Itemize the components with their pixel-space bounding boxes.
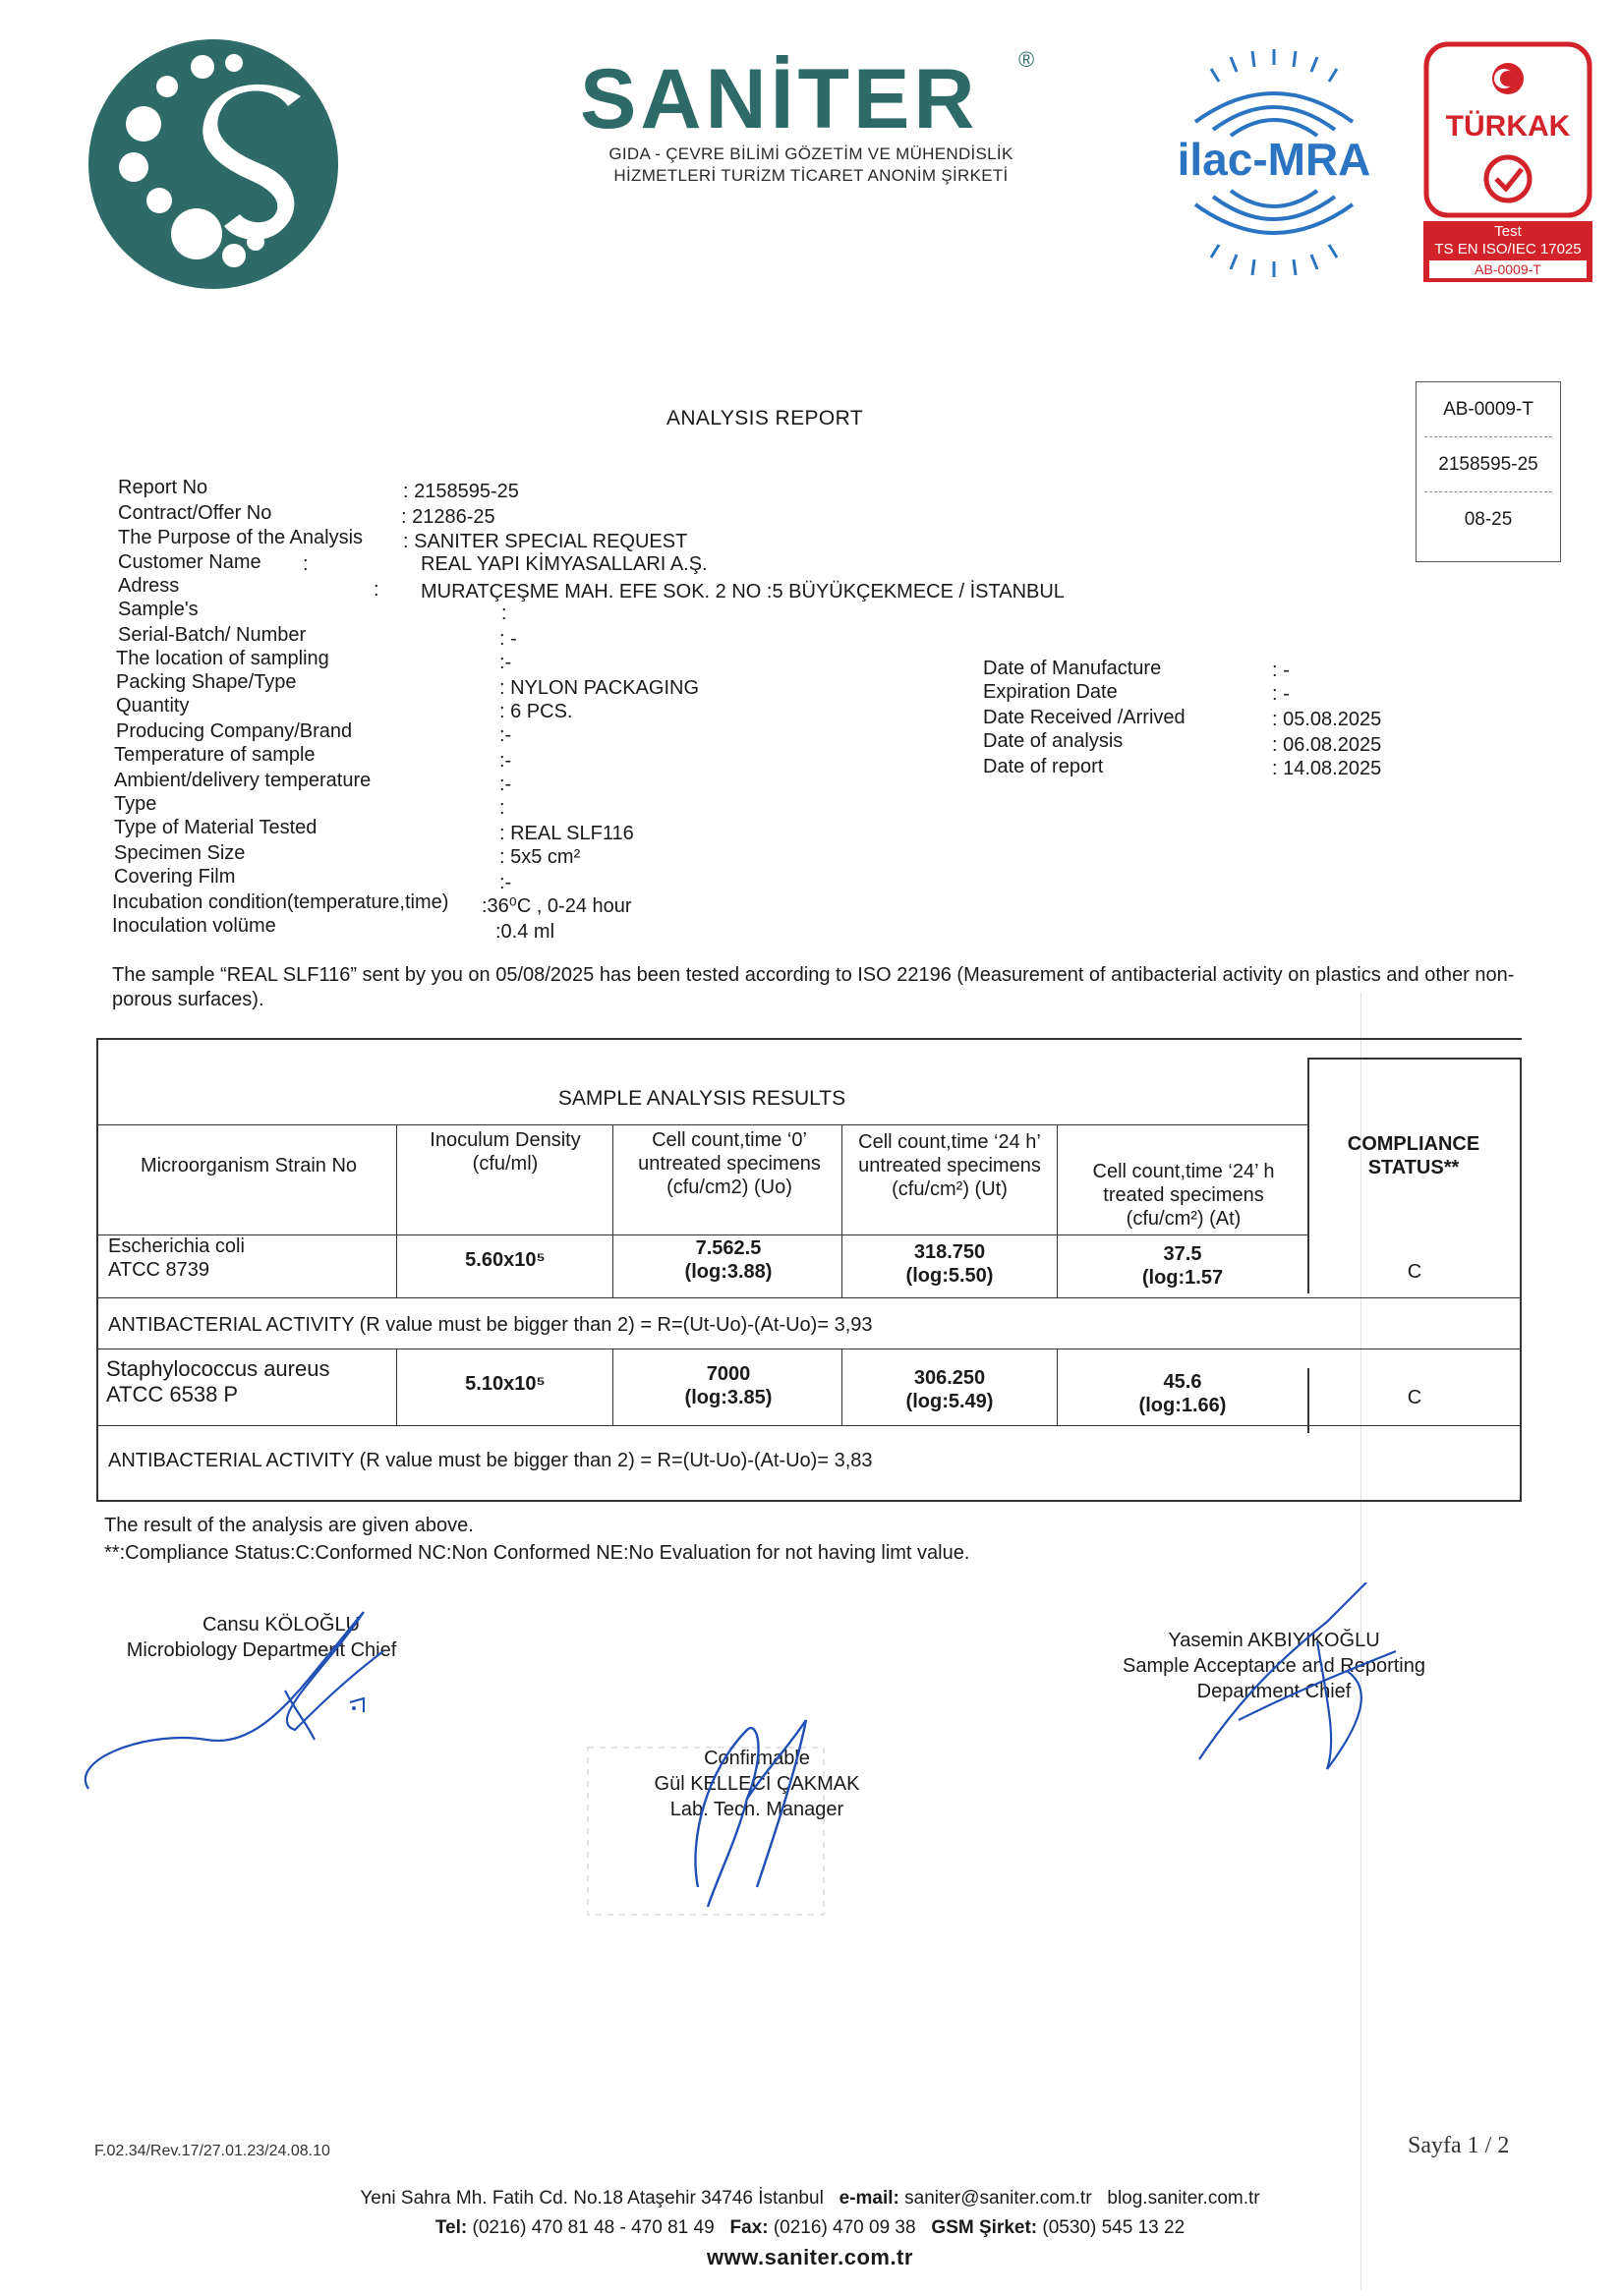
document-title: ANALYSIS REPORT [665, 407, 864, 430]
temperature-value: :- [499, 750, 512, 772]
notes [104, 1512, 969, 1567]
inoculum-value: 5.10x10⁵ [465, 1373, 546, 1395]
right-signer-department: Department Chief [1196, 1681, 1352, 1702]
ut-value [845, 1366, 1054, 1413]
table-row-strain [106, 1356, 395, 1407]
antibacterial-activity: ANTIBACTERIAL ACTIVITY (R value must be bigger than 2) = R=(Ut-Uo)-(At-Uo)= 3,83 [108, 1450, 873, 1471]
at-count: 37.5 [1163, 1243, 1202, 1265]
customer-label: Customer Name [118, 551, 261, 573]
ut-log: (log:5.49) [905, 1391, 994, 1412]
customer-colon: : [303, 553, 309, 575]
at-value [1060, 1242, 1305, 1290]
left-signer-title: Microbiology Department Chief [126, 1639, 397, 1661]
address-label: Adress [118, 575, 180, 597]
received-label: Date Received /Arrived [983, 707, 1186, 728]
at-value [1060, 1370, 1305, 1417]
saniter-logo [87, 37, 340, 291]
notes-line1: The result of the analysis are given above. [104, 1515, 474, 1536]
inoculation-label: Inoculation volüme [112, 915, 276, 937]
footer-fax-label: Fax: [729, 2217, 769, 2238]
report-no-value: : 2158595-25 [403, 481, 519, 502]
strain-name: Staphylococcus aureus [106, 1356, 330, 1381]
ilac-logo-text: ilac-MRA [1177, 134, 1371, 185]
report-date-value: : 14.08.2025 [1272, 758, 1382, 779]
customer-value: REAL YAPI KİMYASALLARI A.Ş. [421, 553, 708, 575]
footer-blog[interactable]: blog.saniter.com.tr [1107, 2188, 1260, 2209]
ut-value [845, 1240, 1054, 1288]
antibacterial-activity: ANTIBACTERIAL ACTIVITY (R value must be bigger than 2) = R=(Ut-Uo)-(At-Uo)= 3,93 [108, 1314, 873, 1336]
ref-report-no: 2158595-25 [1438, 453, 1538, 475]
ut-count: 318.750 [913, 1241, 986, 1263]
strain-name: Escherichia coli [108, 1235, 245, 1257]
brand-name: SANİTER [580, 52, 979, 146]
expiration-value: : - [1272, 683, 1290, 705]
received-value: : 05.08.2025 [1272, 709, 1382, 730]
header-count-0: Cell count,time ‘0’ untreated specimens (cfu/cm2) (Uo) [638, 1129, 821, 1198]
material-label: Type of Material Tested [114, 817, 318, 838]
turkak-test: Test [1494, 223, 1522, 240]
table-row-strain [108, 1234, 393, 1282]
address-value: MURATÇEŞME MAH. EFE SOK. 2 NO :5 BÜYÜKÇEKMECE / İSTANBUL [421, 581, 1065, 603]
footer-address: Yeni Sahra Mh. Fatih Cd. No.18 Ataşehir 34746 İstanbul [360, 2188, 824, 2209]
ilac-mra-logo [1156, 45, 1392, 281]
strain-atcc: ATCC 8739 [108, 1259, 210, 1281]
turkak-logo-text: TÜRKAK [1445, 110, 1571, 143]
header-strain: Microorganism Strain No [140, 1155, 358, 1177]
at-log: (log:1.57 [1141, 1267, 1224, 1289]
analysis-date-label: Date of analysis [983, 730, 1124, 752]
turkak-logo [1423, 41, 1592, 289]
incubation-value: :36⁰C , 0-24 hour [482, 895, 632, 917]
form-code: F.02.34/Rev.17/27.01.23/24.08.10 [94, 2143, 330, 2159]
expiration-label: Expiration Date [983, 681, 1118, 703]
at-count: 45.6 [1163, 1371, 1202, 1393]
compliance-status: C [1407, 1387, 1422, 1408]
inoculum-value: 5.60x10⁵ [465, 1249, 546, 1271]
ut-log: (log:5.50) [905, 1265, 994, 1287]
contract-label: Contract/Offer No [118, 502, 272, 524]
covering-label: Covering Film [114, 866, 236, 888]
uo-log: (log:3.85) [684, 1387, 773, 1408]
packing-label: Packing Shape/Type [116, 671, 297, 693]
right-signer-title: Sample Acceptance and Reporting [1123, 1655, 1425, 1677]
center-signature-scribble [639, 1691, 836, 1917]
uo-log: (log:3.88) [684, 1261, 773, 1283]
report-date-label: Date of report [983, 756, 1104, 777]
test-description: The sample “REAL SLF116” sent by you on 05/08/2025 has been tested according to ISO 22196 (Measurement of antibacterial activity on plastics and other non-porous surfaces). [112, 964, 1515, 1010]
footer-website[interactable]: www.saniter.com.tr [707, 2245, 913, 2269]
type-value: : [499, 797, 505, 819]
location-value: :- [499, 652, 512, 673]
ut-count: 306.250 [913, 1367, 986, 1389]
uo-count: 7000 [706, 1363, 751, 1385]
analysis-date-value: : 06.08.2025 [1272, 734, 1382, 756]
turkak-test-label [1423, 221, 1592, 282]
footer-gsm-label: GSM Şirket: [931, 2217, 1038, 2238]
specimen-value: : 5x5 cm² [499, 846, 581, 868]
packing-value: : NYLON PACKAGING [499, 677, 700, 699]
footer-tel: (0216) 470 81 48 - 470 81 49 [472, 2217, 715, 2238]
footer-line2 [0, 2213, 1620, 2243]
header-count-24-untreated: Cell count,time ‘24 h’ untreated specimens (cfu/cm²) (Ut) [858, 1131, 1041, 1200]
left-signer-name: Cansu KÖLOĞLU [202, 1614, 361, 1636]
producer-value: :- [499, 724, 512, 746]
address-colon: : [374, 579, 379, 601]
uo-value [617, 1362, 839, 1409]
results-table [96, 1038, 1522, 1502]
serial-label: Serial-Batch/ Number [118, 624, 307, 646]
results-title: SAMPLE ANALYSIS RESULTS [557, 1087, 846, 1110]
report-no-label: Report No [118, 477, 208, 498]
registered-mark: ® [1018, 47, 1035, 72]
brand-subtitle [580, 144, 1042, 187]
contract-value: : 21286-25 [401, 506, 495, 528]
ambient-label: Ambient/delivery temperature [114, 770, 372, 791]
manufacture-value: : - [1272, 660, 1290, 681]
footer-tel-label: Tel: [434, 2217, 468, 2238]
samples-value: : [501, 603, 507, 624]
purpose-value: : SANITER SPECIAL REQUEST [403, 531, 688, 552]
serial-value: : - [499, 628, 517, 650]
manufacture-label: Date of Manufacture [983, 658, 1162, 679]
uo-value [617, 1236, 839, 1284]
footer-email[interactable]: saniter@saniter.com.tr [904, 2188, 1092, 2209]
ambient-value: :- [499, 774, 512, 795]
at-log: (log:1.66) [1138, 1395, 1227, 1416]
incubation-label: Incubation condition(temperature,time) [112, 891, 449, 913]
quantity-label: Quantity [116, 695, 190, 717]
header-count-24-treated: Cell count,time ‘24’ h treated specimens (cfu/cm²) (At) [1092, 1161, 1275, 1230]
purpose-label: The Purpose of the Analysis [118, 527, 364, 548]
specimen-label: Specimen Size [114, 842, 246, 864]
compliance-status: C [1407, 1261, 1422, 1283]
uo-count: 7.562.5 [695, 1237, 762, 1259]
temperature-label: Temperature of sample [114, 744, 316, 766]
footer-fax: (0216) 470 09 38 [773, 2217, 916, 2238]
samples-label: Sample's [118, 599, 199, 620]
location-label: The location of sampling [116, 648, 329, 669]
footer-contact [0, 2184, 1620, 2272]
turkak-code: AB-0009-T [1429, 260, 1587, 278]
material-value: : REAL SLF116 [499, 823, 634, 844]
header-inoculum: Inoculum Density (cfu/ml) [430, 1129, 581, 1175]
footer-gsm: (0530) 545 13 22 [1042, 2217, 1186, 2238]
turkak-standard: TS EN ISO/IEC 17025 [1434, 241, 1582, 258]
quantity-value: : 6 PCS. [499, 701, 573, 722]
ref-period: 08-25 [1464, 508, 1513, 530]
strain-atcc: ATCC 6538 P [106, 1382, 239, 1406]
notes-line2: **:Compliance Status:C:Conformed NC:Non Conformed NE:No Evaluation for not having limt value. [104, 1542, 970, 1564]
footer-email-label: e-mail: [839, 2188, 899, 2209]
inoculation-value: :0.4 ml [495, 921, 555, 943]
center-signer-name: Gül KELLECİ ÇAKMAK [654, 1773, 860, 1795]
right-signature-scribble [1180, 1582, 1416, 1779]
brand-subtitle-line2: HİZMETLERİ TURİZM TİCARET ANONİM ŞİRKETİ [613, 166, 1009, 185]
brand-subtitle-line1: GIDA - ÇEVRE BİLİMİ GÖZETİM VE MÜHENDİSLİK [608, 144, 1013, 163]
center-signer-title: Lab. Tech. Manager [669, 1799, 844, 1820]
producer-label: Producing Company/Brand [116, 720, 353, 742]
page-number: Sayfa 1 / 2 [1408, 2133, 1510, 2158]
left-signature-scribble [69, 1592, 423, 1808]
footer-line1 [0, 2184, 1620, 2213]
type-label: Type [114, 793, 157, 815]
center-confirm-label: Confirmable [704, 1748, 810, 1769]
right-signer-name: Yasemin AKBIYIKOĞLU [1168, 1630, 1380, 1651]
covering-value: :- [499, 872, 512, 893]
turkak-badge [1423, 41, 1592, 218]
ref-accreditation-code: AB-0009-T [1443, 398, 1533, 420]
compliance-header: COMPLIANCE STATUS** [1347, 1133, 1480, 1178]
